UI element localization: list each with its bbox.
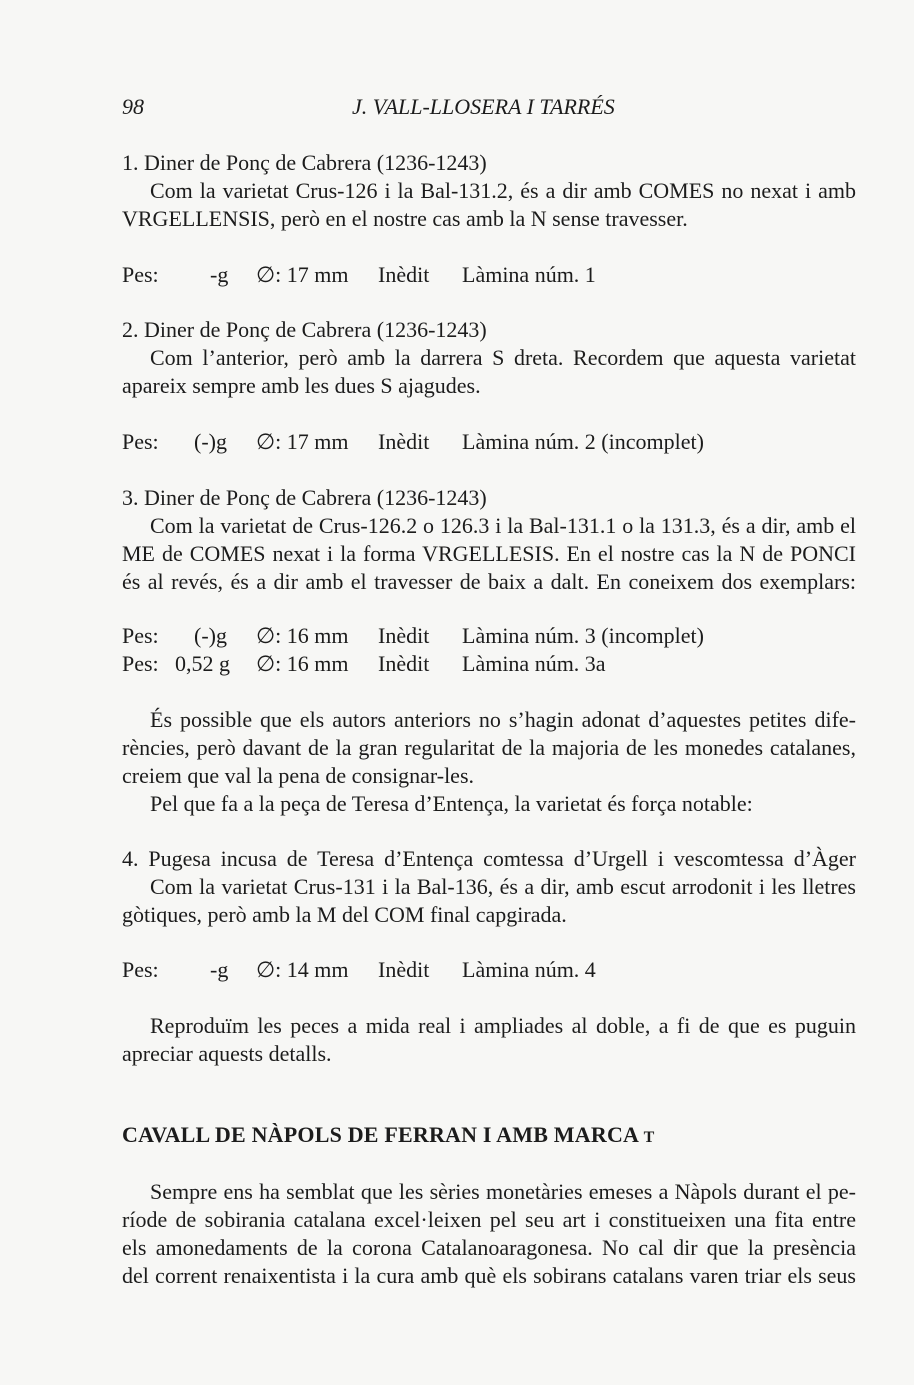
- pes-label: Pes:: [122, 623, 159, 648]
- entry-line: Com la varietat Crus-131 i la Bal-136, és a dir, amb escut arrodonit i les lletres: [150, 874, 856, 899]
- diameter: ∅: 14 mm: [256, 957, 349, 982]
- plate-reference: Làmina núm. 3 (incomplet): [462, 623, 704, 648]
- measure-row: [122, 261, 842, 289]
- status: Inèdit: [378, 429, 430, 454]
- status: Inèdit: [378, 262, 430, 287]
- page-header: [0, 94, 914, 124]
- paragraph-line: Pel que fa a la peça de Teresa d’Entença, la varietat és força notable:: [150, 791, 753, 816]
- entry-title: 1. Diner de Ponç de Cabrera (1236-1243): [122, 150, 487, 175]
- entry-line: Com la varietat de Crus-126.2 o 126.3 i la Bal-131.1 o la 131.3, és a dir, amb el: [150, 513, 856, 538]
- entry-line: gòtiques, però amb la M del COM final capgirada.: [122, 902, 567, 927]
- paragraph-line: ríode de sobirania catalana excel·leixen pel seu art i constitueixen una fita entre: [122, 1207, 856, 1232]
- entry-line: ME de COMES nexat i la forma VRGELLESIS. En el nostre cas la N de PONCI: [122, 541, 856, 566]
- page-number: 98: [122, 94, 144, 119]
- weight: (-)g: [194, 623, 227, 648]
- entry-title: 2. Diner de Ponç de Cabrera (1236-1243): [122, 317, 487, 342]
- status: Inèdit: [378, 957, 430, 982]
- measure-row: [122, 956, 842, 984]
- entry-title: 3. Diner de Ponç de Cabrera (1236-1243): [122, 485, 487, 510]
- section-heading: [122, 1122, 655, 1148]
- section-heading-mark: T: [643, 1129, 655, 1146]
- plate-reference: Làmina núm. 4: [462, 957, 596, 982]
- weight: -g: [210, 262, 229, 287]
- paragraph-line: rències, però davant de la gran regularitat de la majoria de les monedes catalanes,: [122, 735, 856, 760]
- paragraph-line: Sempre ens ha semblat que les sèries monetàries emeses a Nàpols durant el pe-: [150, 1179, 856, 1204]
- measure-row: [122, 622, 842, 650]
- entry-line: Com l’anterior, però amb la darrera S dreta. Recordem que aquesta varietat: [150, 345, 856, 370]
- plate-reference: Làmina núm. 3a: [462, 651, 606, 676]
- running-title: J. VALL-LLOSERA I TARRÉS: [352, 94, 615, 119]
- measure-row: [122, 650, 842, 678]
- measure-row: [122, 428, 842, 456]
- plate-reference: Làmina núm. 1: [462, 262, 596, 287]
- status: Inèdit: [378, 651, 430, 676]
- weight: 0,52 g: [175, 651, 230, 676]
- paragraph-line: els amonedaments de la corona Catalanoaragonesa. No cal dir que la presència: [122, 1235, 856, 1260]
- entry-line: Com la varietat Crus-126 i la Bal-131.2, és a dir amb COMES no nexat i amb: [150, 178, 856, 203]
- paragraph-line: apreciar aquests detalls.: [122, 1041, 332, 1066]
- pes-label: Pes:: [122, 651, 159, 676]
- status: Inèdit: [378, 623, 430, 648]
- diameter: ∅: 17 mm: [256, 429, 349, 454]
- pes-label: Pes:: [122, 429, 159, 454]
- weight: -g: [210, 957, 229, 982]
- paragraph-line: creiem que val la pena de consignar-les.: [122, 763, 475, 788]
- diameter: ∅: 16 mm: [256, 623, 349, 648]
- entry-line: apareix sempre amb les dues S ajagudes.: [122, 373, 481, 398]
- paragraph-line: És possible que els autors anteriors no s’hagin adonat d’aquestes petites dife-: [150, 707, 856, 732]
- paragraph-line: Reproduïm les peces a mida real i ampliades al doble, a fi de que es puguin: [150, 1013, 856, 1038]
- diameter: ∅: 16 mm: [256, 651, 349, 676]
- paragraph-line: del corrent renaixentista i la cura amb què els sobirans catalans varen triar els seus: [122, 1263, 856, 1288]
- pes-label: Pes:: [122, 262, 159, 287]
- entry-line: és al revés, és a dir amb el travesser de baix a dalt. En coneixem dos exemplars:: [122, 569, 856, 594]
- weight: (-)g: [194, 429, 227, 454]
- diameter: ∅: 17 mm: [256, 262, 349, 287]
- pes-label: Pes:: [122, 957, 159, 982]
- section-heading-text: CAVALL DE NÀPOLS DE FERRAN I AMB MARCA: [122, 1122, 644, 1147]
- entry-line: VRGELLENSIS, però en el nostre cas amb la N sense travesser.: [122, 206, 688, 231]
- entry-title: 4. Pugesa incusa de Teresa d’Entença comtessa d’Urgell i vescomtessa d’Àger: [122, 846, 856, 871]
- plate-reference: Làmina núm. 2 (incomplet): [462, 429, 704, 454]
